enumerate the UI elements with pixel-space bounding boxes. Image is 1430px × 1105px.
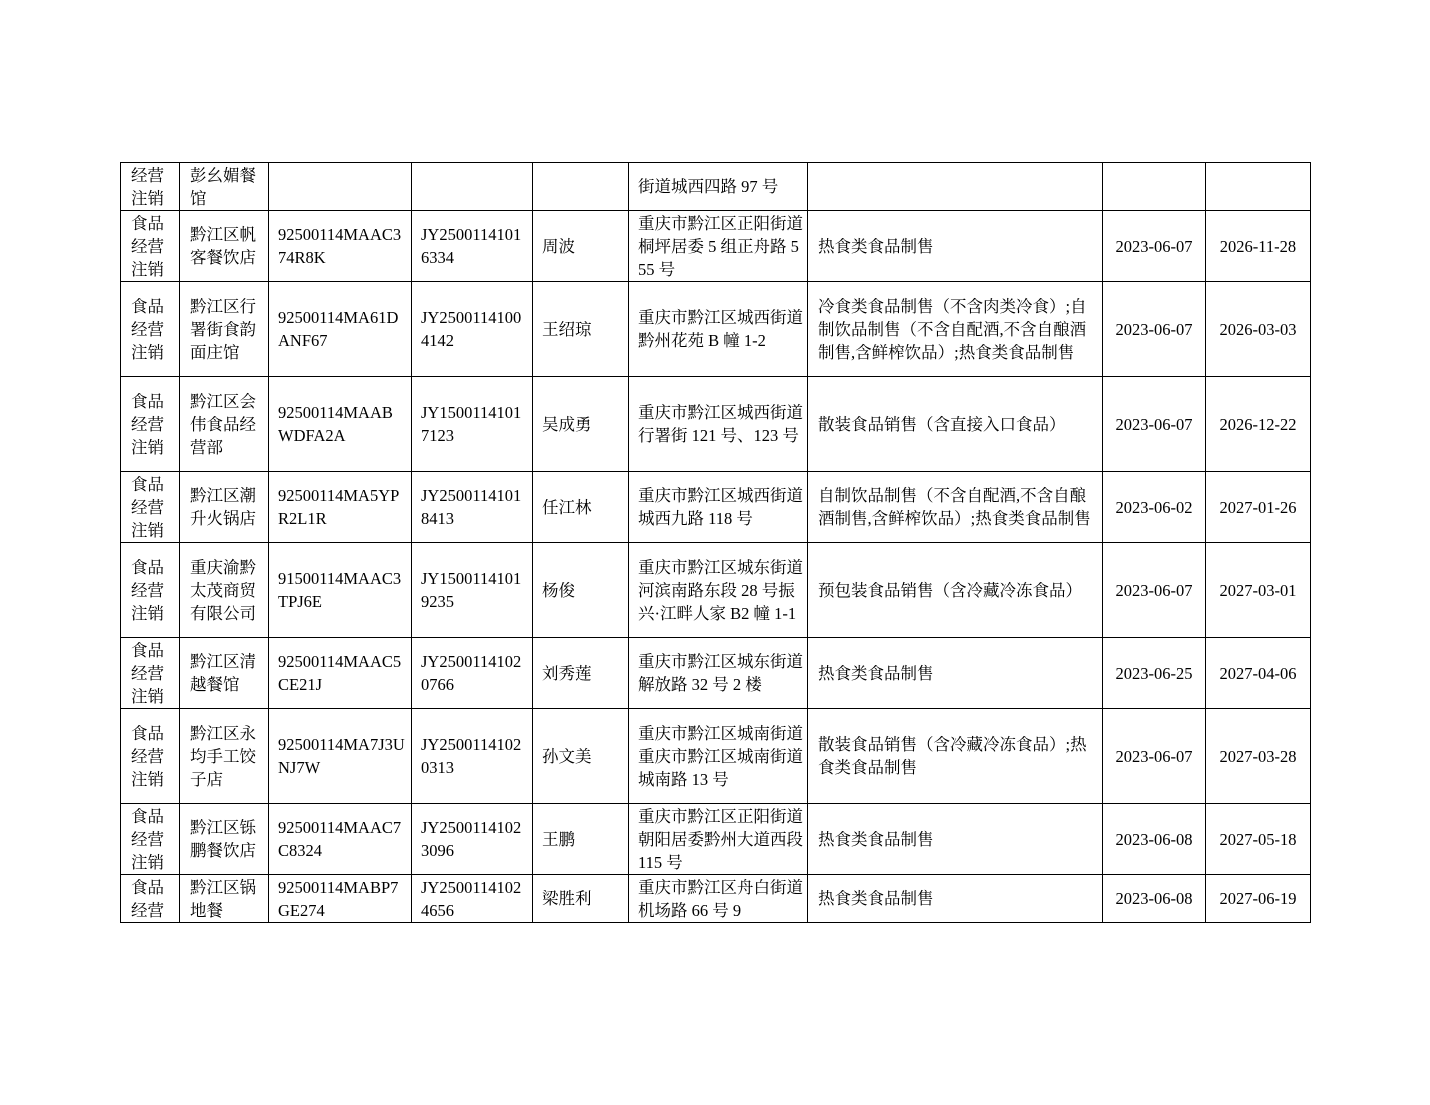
- cell-name-text: 彭幺媚餐馆: [190, 165, 256, 208]
- cell-address: [629, 377, 808, 472]
- cell-expire-date: [1206, 875, 1311, 923]
- table-row: [121, 163, 1311, 211]
- cell-credit-code: [269, 709, 412, 804]
- cell-license-no-text: JY25001141020766: [421, 652, 522, 694]
- cell-type-text: 食品经营注销: [131, 391, 164, 457]
- cell-address: [629, 472, 808, 543]
- cell-credit-code: [269, 543, 412, 638]
- cell-name: [180, 638, 269, 709]
- cell-issue-date: [1103, 638, 1206, 709]
- cell-type: [121, 163, 180, 211]
- cell-expire-date: [1206, 472, 1311, 543]
- cell-name: [180, 472, 269, 543]
- cell-content: [808, 211, 1103, 282]
- cell-content: [808, 163, 1103, 211]
- cell-content-text: 热食类食品制售: [818, 663, 934, 683]
- cell-issue-date: [1103, 804, 1206, 875]
- cell-person: [533, 543, 629, 638]
- cell-name-text: 黔江区帆客餐饮店: [190, 225, 256, 267]
- cell-address: [629, 875, 808, 923]
- cell-expire-date-text: 2027-05-18: [1219, 829, 1297, 849]
- cell-expire-date-text: 2026-03-03: [1219, 319, 1297, 339]
- cell-person: [533, 638, 629, 709]
- cell-address: [629, 804, 808, 875]
- cell-license-no: [412, 638, 533, 709]
- cell-content-text: 自制饮品制售（不含自配酒,不含自酿酒制售,含鲜榨饮品）;热食类食品制售: [818, 486, 1091, 528]
- table-row: [121, 543, 1311, 638]
- cell-name-text: 黔江区行署街食韵面庄馆: [190, 296, 256, 362]
- cell-name-text: 黔江区清越餐馆: [190, 652, 256, 694]
- cell-type: [121, 709, 180, 804]
- cell-content-text: 热食类食品制售: [818, 236, 934, 256]
- cell-address-text: 重庆市黔江区正阳街道朝阳居委黔州大道西段 115 号: [638, 806, 803, 872]
- cell-name-text: 重庆渝黔太茂商贸有限公司: [190, 557, 256, 623]
- cell-content-text: 散装食品销售（含冷藏冷冻食品）;热食类食品制售: [818, 735, 1087, 777]
- cell-issue-date-text: 2023-06-07: [1115, 580, 1193, 600]
- cell-license-no: [412, 804, 533, 875]
- cell-person: [533, 875, 629, 923]
- cell-license-no-text: JY25001141018413: [421, 486, 522, 528]
- cell-person-text: 刘秀莲: [542, 663, 592, 683]
- cell-expire-date: [1206, 709, 1311, 804]
- cell-license-no: [412, 875, 533, 923]
- cell-type-text: 经营注销: [131, 165, 164, 208]
- cell-address-text: 重庆市黔江区城西街道行署街 121 号、123 号: [638, 403, 803, 445]
- cell-credit-code: [269, 638, 412, 709]
- cell-license-no: [412, 472, 533, 543]
- cell-type-text: 食品经营注销: [131, 474, 164, 540]
- cell-person-text: 吴成勇: [542, 414, 592, 434]
- cell-license-no-text: JY25001141004142: [421, 308, 522, 350]
- cell-name: [180, 875, 269, 923]
- cell-issue-date: [1103, 163, 1206, 211]
- cell-content: [808, 875, 1103, 923]
- cell-issue-date-text: 2023-06-07: [1115, 746, 1193, 766]
- cell-license-no-text: JY25001141020313: [421, 735, 522, 777]
- cell-expire-date: [1206, 211, 1311, 282]
- cell-license-no: [412, 211, 533, 282]
- cell-address-text: 重庆市黔江区城西街道黔州花苑 B 幢 1-2: [638, 308, 803, 350]
- cell-expire-date: [1206, 282, 1311, 377]
- cell-expire-date-text: 2026-11-28: [1219, 236, 1297, 256]
- cell-person-text: 王绍琼: [542, 319, 592, 339]
- cell-issue-date-text: 2023-06-02: [1115, 497, 1193, 517]
- cell-address: [629, 543, 808, 638]
- cell-expire-date-text: 2027-01-26: [1219, 497, 1297, 517]
- cell-credit-code-text: 92500114MA61DANF67: [278, 308, 399, 350]
- cell-issue-date: [1103, 211, 1206, 282]
- cell-content-text: 热食类食品制售: [818, 829, 934, 849]
- cell-type: [121, 282, 180, 377]
- cell-person-text: 王鹏: [542, 829, 575, 849]
- cell-expire-date-text: 2027-03-28: [1219, 746, 1297, 766]
- cell-license-no-text: JY25001141016334: [421, 225, 522, 267]
- cell-person-text: 任江林: [542, 497, 592, 517]
- cell-address-text: 街道城西四路 97 号: [638, 177, 779, 196]
- cell-credit-code-text: 92500114MABP7GE274: [278, 877, 399, 920]
- cell-address: [629, 282, 808, 377]
- cell-issue-date-text: 2023-06-07: [1115, 319, 1193, 339]
- cell-type-text: 食品经营注销: [131, 296, 164, 362]
- cell-name-text: 黔江区锅地餐: [190, 877, 256, 920]
- cell-content-text: 散装食品销售（含直接入口食品）: [818, 414, 1066, 434]
- cell-type-text: 食品经营注销: [131, 557, 164, 623]
- table-row: [121, 282, 1311, 377]
- cell-type: [121, 377, 180, 472]
- table-row: [121, 211, 1311, 282]
- cell-license-no-text: JY15001141017123: [421, 403, 522, 445]
- cell-credit-code: [269, 472, 412, 543]
- cell-issue-date: [1103, 377, 1206, 472]
- cell-address: [629, 709, 808, 804]
- cell-credit-code: [269, 377, 412, 472]
- cell-expire-date-text: 2026-12-22: [1219, 414, 1297, 434]
- cell-credit-code: [269, 804, 412, 875]
- cell-issue-date: [1103, 709, 1206, 804]
- cell-credit-code-text: 92500114MAAC374R8K: [278, 225, 402, 267]
- table-row: [121, 875, 1311, 923]
- table-row: [121, 472, 1311, 543]
- cell-type: [121, 875, 180, 923]
- cell-content: [808, 543, 1103, 638]
- cell-content-text: 冷食类食品制售（不含肉类冷食）;自制饮品制售（不含自配酒,不含自酿酒制售,含鲜榨饮品）;热食类食品制售: [818, 296, 1087, 362]
- cell-license-no-text: JY15001141019235: [421, 569, 522, 611]
- cell-address: [629, 211, 808, 282]
- cell-person-text: 梁胜利: [542, 889, 592, 908]
- cell-name: [180, 543, 269, 638]
- cell-license-no: [412, 163, 533, 211]
- table-row: [121, 804, 1311, 875]
- cell-person: [533, 804, 629, 875]
- cell-credit-code-text: 92500114MAAC5CE21J: [278, 652, 402, 694]
- cell-content: [808, 804, 1103, 875]
- cell-type: [121, 472, 180, 543]
- cell-credit-code-text: 92500114MAAC7C8324: [278, 818, 402, 860]
- cell-name: [180, 163, 269, 211]
- cell-address-text: 重庆市黔江区城南街道重庆市黔江区城南街道城南路 13 号: [638, 723, 803, 789]
- cell-person: [533, 282, 629, 377]
- cell-expire-date-text: 2027-03-01: [1219, 580, 1297, 600]
- cell-content-text: 热食类食品制售: [818, 889, 934, 908]
- cell-person: [533, 709, 629, 804]
- cell-content: [808, 472, 1103, 543]
- cell-address-text: 重庆市黔江区舟白街道机场路 66 号 9: [638, 877, 803, 920]
- cell-address: [629, 638, 808, 709]
- cell-type: [121, 211, 180, 282]
- cell-credit-code: [269, 282, 412, 377]
- cell-name-text: 黔江区潮升火锅店: [190, 486, 256, 528]
- cell-license-no: [412, 543, 533, 638]
- cell-expire-date: [1206, 804, 1311, 875]
- cell-content: [808, 282, 1103, 377]
- cell-expire-date: [1206, 543, 1311, 638]
- cell-issue-date: [1103, 472, 1206, 543]
- cell-person: [533, 472, 629, 543]
- cell-content: [808, 377, 1103, 472]
- cell-name: [180, 211, 269, 282]
- cell-address-text: 重庆市黔江区城东街道河滨南路东段 28 号振兴·江畔人家 B2 幢 1-1: [638, 557, 803, 623]
- cell-type-text: 食品经营注销: [131, 640, 164, 706]
- cell-expire-date: [1206, 638, 1311, 709]
- cell-expire-date-text: 2027-06-19: [1219, 889, 1297, 908]
- cell-type-text: 食品经营注销: [131, 213, 164, 279]
- cell-address-text: 重庆市黔江区城东街道解放路 32 号 2 楼: [638, 652, 803, 694]
- cell-credit-code-text: 92500114MA5YPR2L1R: [278, 486, 400, 528]
- record-table-body: [121, 163, 1311, 923]
- cell-content: [808, 638, 1103, 709]
- cell-license-no-text: JY25001141024656: [421, 877, 522, 920]
- cell-type: [121, 638, 180, 709]
- cell-credit-code: [269, 211, 412, 282]
- cell-license-no: [412, 282, 533, 377]
- cell-person: [533, 163, 629, 211]
- cell-address-text: 重庆市黔江区城西街道城西九路 118 号: [638, 486, 803, 528]
- cell-credit-code-text: 91500114MAAC3TPJ6E: [278, 569, 402, 611]
- cell-person-text: 周波: [542, 236, 575, 256]
- cell-name-text: 黔江区会伟食品经营部: [190, 391, 256, 457]
- cell-expire-date: [1206, 377, 1311, 472]
- cell-person-text: 杨俊: [542, 580, 575, 600]
- cell-expire-date: [1206, 163, 1311, 211]
- cell-content-text: 预包装食品销售（含冷藏冷冻食品）: [818, 580, 1082, 600]
- cell-license-no: [412, 709, 533, 804]
- cell-type-text: 食品经营注销: [131, 723, 164, 789]
- cell-issue-date-text: 2023-06-08: [1115, 829, 1193, 849]
- cell-credit-code: [269, 163, 412, 211]
- cell-person: [533, 211, 629, 282]
- table-row: [121, 638, 1311, 709]
- cell-name: [180, 377, 269, 472]
- cell-credit-code-text: 92500114MAABWDFA2A: [278, 403, 393, 445]
- cell-name: [180, 709, 269, 804]
- cell-credit-code: [269, 875, 412, 923]
- cell-license-no-text: JY25001141023096: [421, 818, 522, 860]
- cell-content: [808, 709, 1103, 804]
- cell-issue-date-text: 2023-06-08: [1115, 889, 1193, 908]
- cell-credit-code-text: 92500114MA7J3UNJ7W: [278, 735, 405, 777]
- cell-type-text: 食品经营注销: [131, 806, 164, 872]
- cell-name-text: 黔江区永均手工饺子店: [190, 723, 256, 789]
- cell-type: [121, 543, 180, 638]
- cell-name: [180, 282, 269, 377]
- cell-person: [533, 377, 629, 472]
- cell-expire-date-text: 2027-04-06: [1219, 663, 1297, 683]
- cell-issue-date-text: 2023-06-07: [1115, 414, 1193, 434]
- cell-address: [629, 163, 808, 211]
- cell-license-no: [412, 377, 533, 472]
- cell-name: [180, 804, 269, 875]
- cell-type-text: 食品经营: [131, 877, 164, 920]
- cell-address-text: 重庆市黔江区正阳街道桐坪居委 5 组正舟路 555 号: [638, 213, 803, 279]
- cell-type: [121, 804, 180, 875]
- cell-name-text: 黔江区铄鹏餐饮店: [190, 818, 256, 860]
- cell-issue-date: [1103, 543, 1206, 638]
- cell-issue-date: [1103, 875, 1206, 923]
- table-row: [121, 377, 1311, 472]
- cell-issue-date-text: 2023-06-25: [1115, 663, 1193, 683]
- cell-issue-date-text: 2023-06-07: [1115, 236, 1193, 256]
- cell-issue-date: [1103, 282, 1206, 377]
- record-table: [120, 162, 1311, 923]
- table-row: [121, 709, 1311, 804]
- cell-person-text: 孙文美: [542, 746, 592, 766]
